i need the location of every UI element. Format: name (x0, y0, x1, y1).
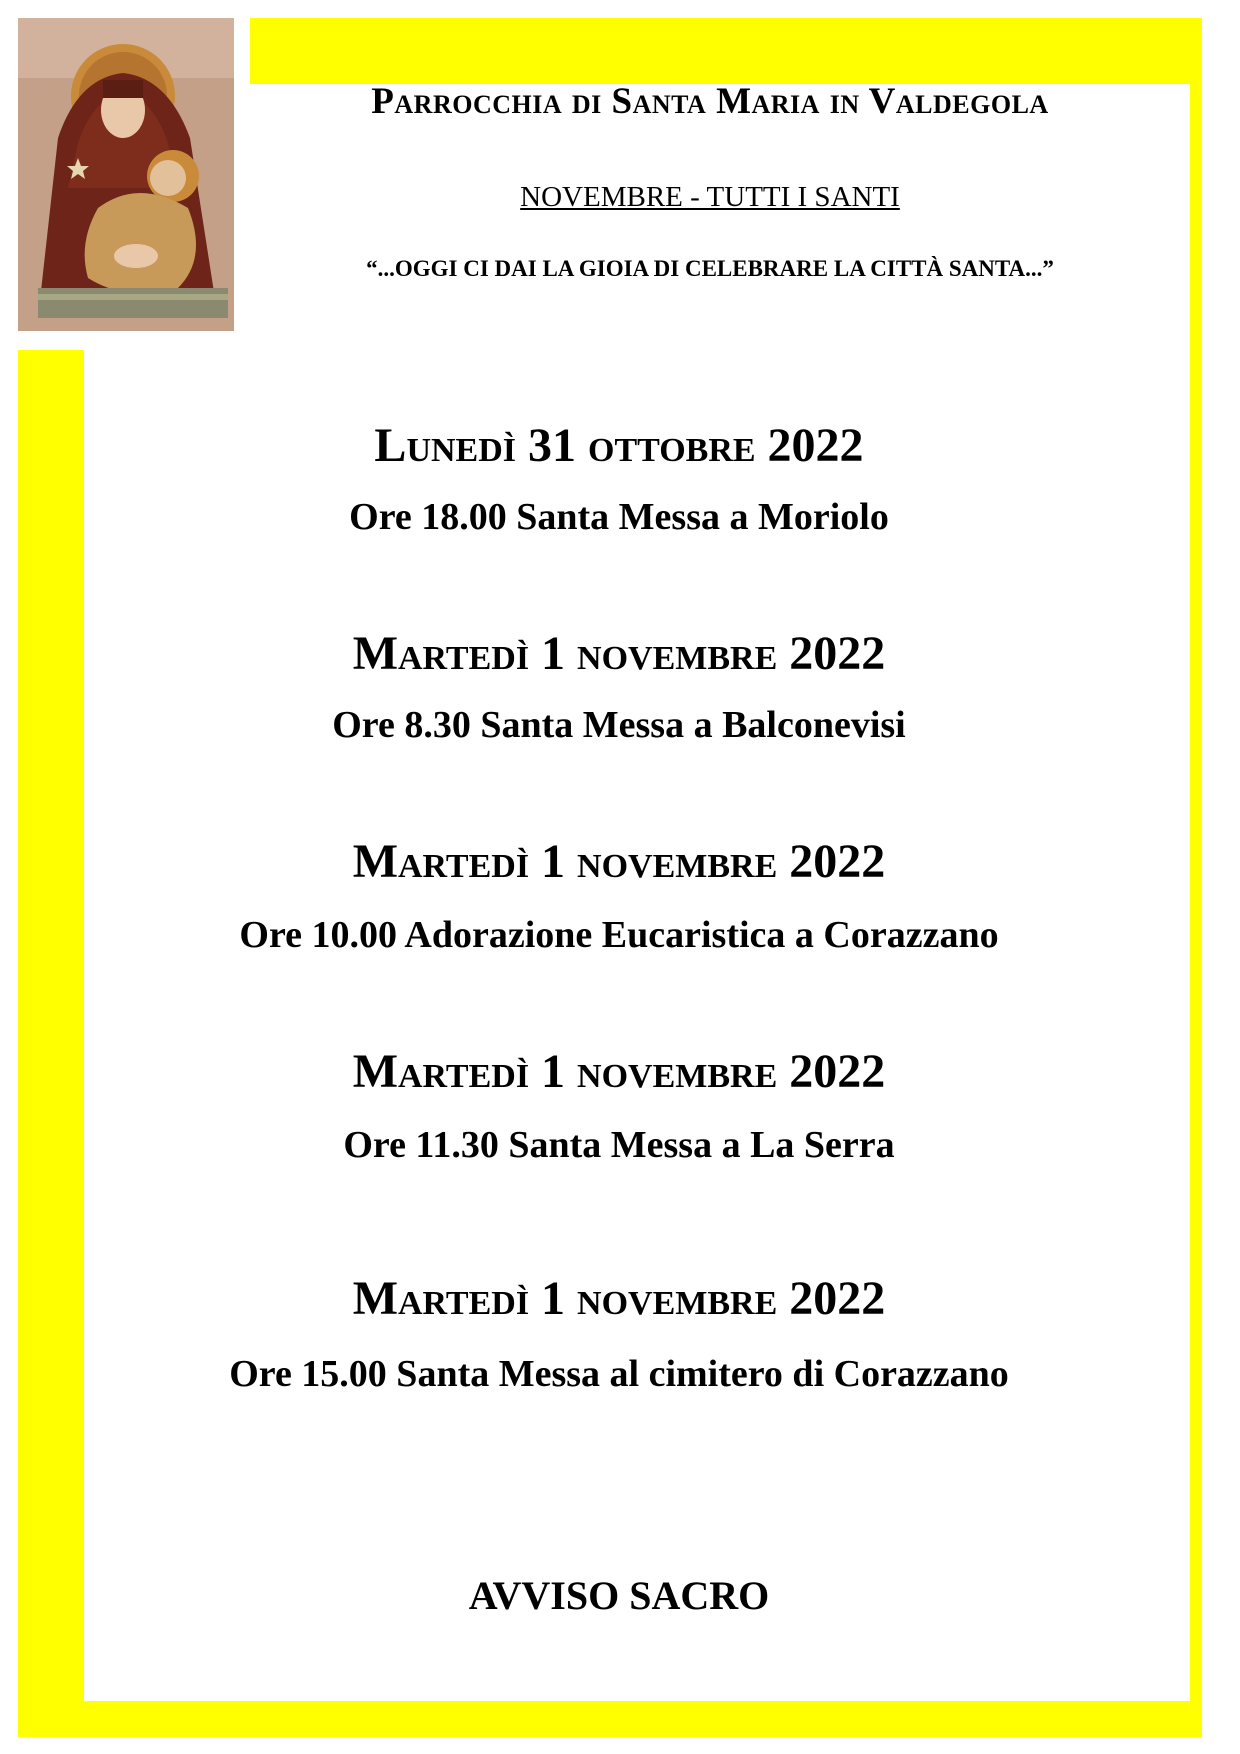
event-date: Martedì 1 novembre 2022 (352, 627, 886, 680)
madonna-icon (18, 18, 234, 331)
quote: “...OGGI CI DAI LA GIOIA DI CELEBRARE LA CITTÀ SANTA...” (366, 256, 1054, 281)
event-item (66, 1271, 1172, 1397)
event-item (66, 418, 1172, 540)
event-date: Martedì 1 novembre 2022 (352, 1045, 886, 1098)
event-date: Martedì 1 novembre 2022 (352, 1272, 886, 1325)
event-description: Ore 10.00 Adorazione Eucaristica a Corazzano (239, 914, 999, 956)
event-description: Ore 11.30 Santa Messa a La Serra (343, 1124, 895, 1166)
event-date: Martedì 1 novembre 2022 (352, 835, 886, 888)
parish-title: Parrocchia di Santa Maria in Valdegola (371, 81, 1049, 122)
event-description: Ore 18.00 Santa Messa a Moriolo (349, 496, 889, 538)
event-item (66, 834, 1172, 958)
event-date: Lunedì 31 ottobre 2022 (374, 419, 864, 472)
event-description: Ore 15.00 Santa Messa al cimitero di Corazzano (229, 1353, 1009, 1395)
subtitle: NOVEMBRE - TUTTI I SANTI (520, 181, 900, 213)
event-description: Ore 8.30 Santa Messa a Balconevisi (332, 704, 906, 746)
event-item (66, 1044, 1172, 1168)
header (260, 80, 1160, 282)
notice: AVVISO SACRO (468, 1573, 770, 1618)
event-item (66, 626, 1172, 748)
